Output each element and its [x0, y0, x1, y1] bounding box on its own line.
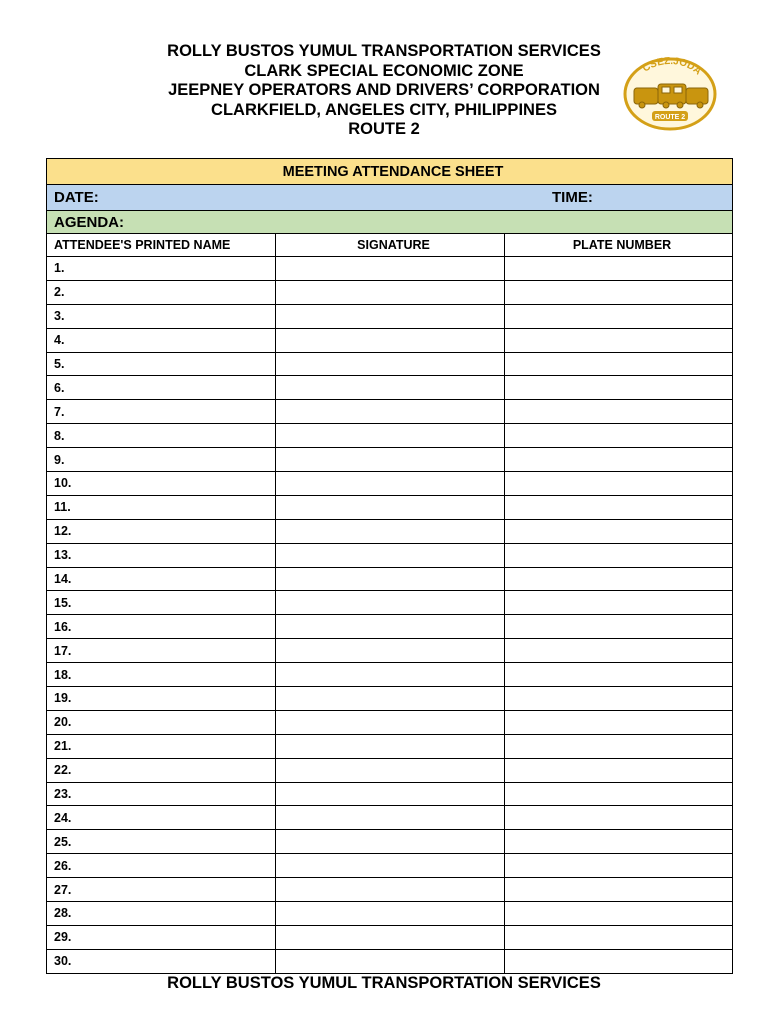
signature-cell[interactable]: [276, 806, 505, 830]
signature-cell[interactable]: [276, 854, 505, 878]
plate-number-cell[interactable]: [505, 543, 733, 567]
signature-cell[interactable]: [276, 878, 505, 902]
signature-cell[interactable]: [276, 591, 505, 615]
signature-cell[interactable]: [276, 902, 505, 926]
plate-number-cell[interactable]: [505, 448, 733, 472]
table-row: [47, 878, 733, 902]
signature-cell[interactable]: [276, 472, 505, 496]
plate-number-cell[interactable]: [505, 830, 733, 854]
table-row: [47, 806, 733, 830]
signature-cell[interactable]: [276, 663, 505, 687]
row-number[interactable]: 14.: [47, 567, 276, 591]
table-row: [47, 830, 733, 854]
plate-number-cell[interactable]: [505, 591, 733, 615]
signature-cell[interactable]: [276, 710, 505, 734]
time-label: TIME:: [552, 189, 593, 206]
row-number[interactable]: 19.: [47, 687, 276, 711]
table-row: [47, 615, 733, 639]
signature-cell[interactable]: [276, 495, 505, 519]
row-number[interactable]: 22.: [47, 758, 276, 782]
table-row: [47, 328, 733, 352]
plate-number-cell[interactable]: [505, 758, 733, 782]
row-number[interactable]: 24.: [47, 806, 276, 830]
row-number[interactable]: 23.: [47, 782, 276, 806]
table-row: [47, 400, 733, 424]
signature-cell[interactable]: [276, 925, 505, 949]
column-header-plate: PLATE NUMBER: [505, 234, 733, 257]
row-number[interactable]: 10.: [47, 472, 276, 496]
table-row: [47, 782, 733, 806]
row-number[interactable]: 2.: [47, 280, 276, 304]
row-number[interactable]: 6.: [47, 376, 276, 400]
table-row: [47, 448, 733, 472]
plate-number-cell[interactable]: [505, 663, 733, 687]
signature-cell[interactable]: [276, 280, 505, 304]
table-row: [47, 304, 733, 328]
plate-number-cell[interactable]: [505, 806, 733, 830]
plate-number-cell[interactable]: [505, 257, 733, 281]
plate-number-cell[interactable]: [505, 710, 733, 734]
row-number[interactable]: 8.: [47, 424, 276, 448]
row-number[interactable]: 29.: [47, 925, 276, 949]
plate-number-cell[interactable]: [505, 925, 733, 949]
table-row: [47, 352, 733, 376]
table-row: [47, 710, 733, 734]
row-number[interactable]: 30.: [47, 949, 276, 973]
route-label: ROUTE 2: [348, 120, 420, 138]
signature-cell[interactable]: [276, 257, 505, 281]
signature-cell[interactable]: [276, 782, 505, 806]
company-name: ROLLY BUSTOS YUMUL TRANSPORTATION SERVICES: [167, 42, 601, 60]
signature-cell[interactable]: [276, 448, 505, 472]
plate-number-cell[interactable]: [505, 782, 733, 806]
table-row: [47, 591, 733, 615]
row-number[interactable]: 9.: [47, 448, 276, 472]
attendance-table: [46, 158, 733, 974]
signature-cell[interactable]: [276, 304, 505, 328]
title-row: [47, 159, 733, 185]
table-row: [47, 280, 733, 304]
table-row: [47, 567, 733, 591]
plate-number-cell[interactable]: [505, 352, 733, 376]
logo-route-text: ROUTE 2: [654, 114, 686, 121]
table-row: [47, 734, 733, 758]
table-row: [47, 854, 733, 878]
column-header-name: ATTENDEE'S PRINTED NAME: [47, 234, 276, 257]
signature-cell[interactable]: [276, 687, 505, 711]
plate-number-cell[interactable]: [505, 878, 733, 902]
signature-cell[interactable]: [276, 376, 505, 400]
date-time-row: [47, 185, 733, 211]
row-number[interactable]: 21.: [47, 734, 276, 758]
column-header-row: [47, 234, 733, 257]
plate-number-cell[interactable]: [505, 687, 733, 711]
address: CLARKFIELD, ANGELES CITY, PHILIPPINES: [211, 100, 557, 119]
zone-name: CLARK SPECIAL ECONOMIC ZONE: [244, 61, 524, 80]
row-number[interactable]: 11.: [47, 495, 276, 519]
row-number[interactable]: 18.: [47, 663, 276, 687]
date-label: DATE:: [54, 189, 99, 206]
corporation-name: JEEPNEY OPERATORS AND DRIVERS’ CORPORATION: [168, 81, 600, 99]
row-number[interactable]: 28.: [47, 902, 276, 926]
row-number[interactable]: 16.: [47, 615, 276, 639]
table-row: [47, 424, 733, 448]
row-number[interactable]: 7.: [47, 400, 276, 424]
plate-number-cell[interactable]: [505, 519, 733, 543]
table-row: [47, 949, 733, 973]
signature-cell[interactable]: [276, 639, 505, 663]
plate-number-cell[interactable]: [505, 376, 733, 400]
sheet-title: MEETING ATTENDANCE SHEET: [47, 159, 733, 185]
signature-cell[interactable]: [276, 400, 505, 424]
agenda-row: [47, 211, 733, 234]
plate-number-cell[interactable]: [505, 615, 733, 639]
footer-company-name: ROLLY BUSTOS YUMUL TRANSPORTATION SERVICES: [167, 974, 601, 992]
row-number[interactable]: 17.: [47, 639, 276, 663]
signature-cell[interactable]: [276, 734, 505, 758]
row-number[interactable]: 1.: [47, 257, 276, 281]
plate-number-cell[interactable]: [505, 567, 733, 591]
table-row: [47, 687, 733, 711]
table-row: [47, 472, 733, 496]
plate-number-cell[interactable]: [505, 280, 733, 304]
row-number[interactable]: 15.: [47, 591, 276, 615]
signature-cell[interactable]: [276, 615, 505, 639]
table-row: [47, 639, 733, 663]
plate-number-cell[interactable]: [505, 424, 733, 448]
table-row: [47, 925, 733, 949]
csez-joda-logo: [622, 56, 718, 132]
table-row: [47, 257, 733, 281]
plate-number-cell[interactable]: [505, 328, 733, 352]
signature-cell[interactable]: [276, 519, 505, 543]
signature-cell[interactable]: [276, 949, 505, 973]
column-header-signature: SIGNATURE: [276, 234, 505, 257]
agenda-label: AGENDA:: [47, 211, 733, 234]
row-number[interactable]: 13.: [47, 543, 276, 567]
table-row: [47, 519, 733, 543]
table-row: [47, 758, 733, 782]
table-row: [47, 663, 733, 687]
table-row: [47, 376, 733, 400]
row-number[interactable]: 20.: [47, 710, 276, 734]
plate-number-cell[interactable]: [505, 304, 733, 328]
plate-number-cell[interactable]: [505, 902, 733, 926]
row-number[interactable]: 3.: [47, 304, 276, 328]
signature-cell[interactable]: [276, 424, 505, 448]
plate-number-cell[interactable]: [505, 734, 733, 758]
plate-number-cell[interactable]: [505, 949, 733, 973]
logo-top-text: CSEZ.JODA: [640, 56, 704, 78]
row-number[interactable]: 12.: [47, 519, 276, 543]
plate-number-cell[interactable]: [505, 639, 733, 663]
table-row: [47, 495, 733, 519]
row-number[interactable]: 27.: [47, 878, 276, 902]
plate-number-cell[interactable]: [505, 854, 733, 878]
plate-number-cell[interactable]: [505, 495, 733, 519]
table-row: [47, 902, 733, 926]
row-number[interactable]: 25.: [47, 830, 276, 854]
plate-number-cell[interactable]: [505, 400, 733, 424]
row-number[interactable]: 26.: [47, 854, 276, 878]
signature-cell[interactable]: [276, 830, 505, 854]
table-row: [47, 543, 733, 567]
signature-cell[interactable]: [276, 567, 505, 591]
attendee-rows: [47, 257, 733, 974]
plate-number-cell[interactable]: [505, 472, 733, 496]
row-number[interactable]: 5.: [47, 352, 276, 376]
signature-cell[interactable]: [276, 543, 505, 567]
signature-cell[interactable]: [276, 352, 505, 376]
row-number[interactable]: 4.: [47, 328, 276, 352]
signature-cell[interactable]: [276, 758, 505, 782]
signature-cell[interactable]: [276, 328, 505, 352]
